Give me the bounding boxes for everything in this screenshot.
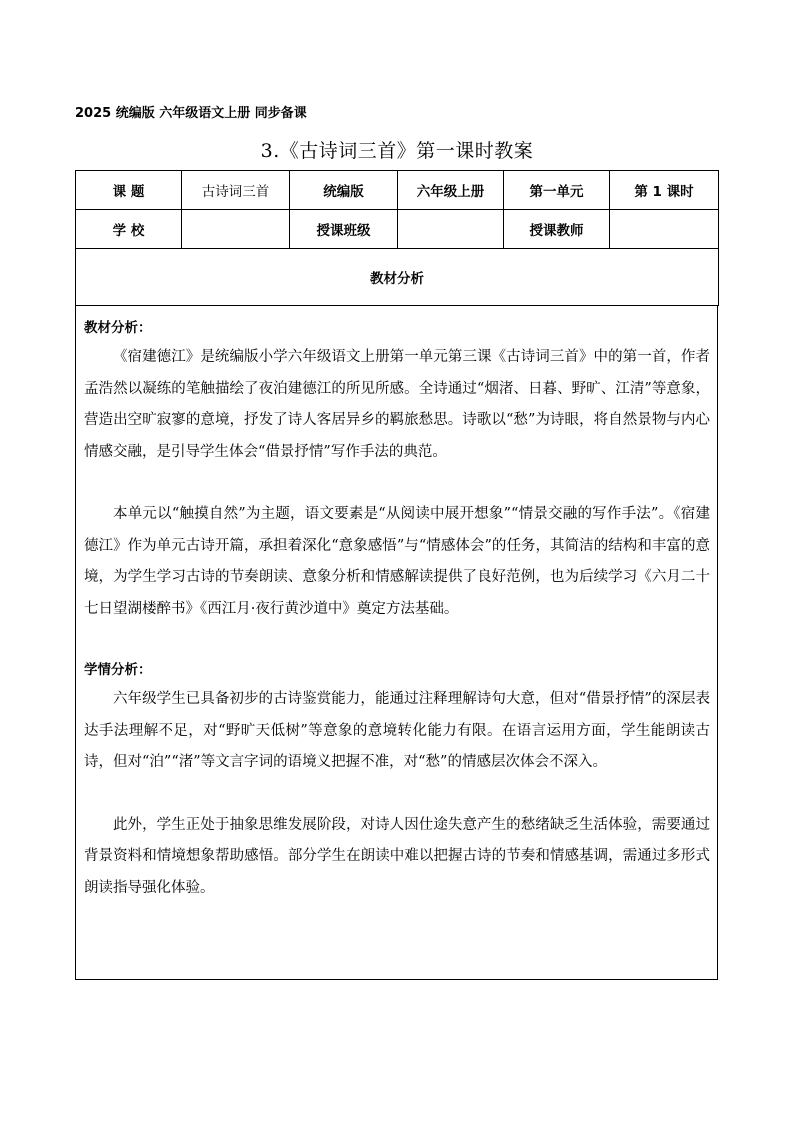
lesson-info-table (75, 170, 719, 306)
info-row-topic (76, 171, 719, 210)
label-teacher: 授课教师 (504, 210, 610, 249)
textbook-paragraph-1: 《宿建德江》是统编版小学六年级语文上册第一单元第三课《古诗词三首》中的第一首，作者孟浩然以凝练的笔触描绘了夜泊建德江的所见所感。全诗通过“烟渚、日暮、野旷、江清”等意象，营造出空旷寂寥的意境，抒发了诗人客居异乡的羁旅愁思。诗歌以“愁”为诗眼，将自然景物与内心情感交融，是引导学生体会“借景抒情”写作手法的典范。 (84, 349, 710, 460)
section-heading: 教材分析 (76, 249, 719, 306)
value-topic: 古诗词三首 (182, 171, 290, 210)
learner-analysis-heading: 学情分析： (84, 662, 152, 678)
learner-paragraph-2: 此外，学生正处于抽象思维发展阶段，对诗人因仕途失意产生的愁绪缺乏生活体验，需要通过背景资料和情境想象帮助感悟。部分学生在朗读中难以把握古诗的节奏和情感基调，需通过多形式朗读指导强化体验。 (84, 816, 710, 896)
series-header: 2025 统编版 六年级语文上册 同步备课 (75, 106, 307, 121)
label-topic: 课 题 (76, 171, 182, 210)
label-class: 授课班级 (290, 210, 398, 249)
textbook-analysis-heading: 教材分析： (84, 320, 152, 336)
textbook-paragraph-2: 本单元以“触摸自然”为主题，语文要素是“从阅读中展开想象”“情景交融的写作手法”。《宿建德江》作为单元古诗开篇，承担着深化“意象感悟”与“情感体会”的任务，其简洁的结构和丰富的意境，为学生学习古诗的节奏朗读、意象分析和情感解读提供了良好范例，也为后续学习《六月二十七日望湖楼醉书》《西江月·夜行黄沙道中》奠定方法基础。 (84, 506, 710, 617)
value-grade: 六年级上册 (398, 171, 504, 210)
info-row-school (76, 210, 719, 249)
analysis-content (84, 314, 710, 904)
value-edition: 统编版 (290, 171, 398, 210)
value-teacher (610, 210, 719, 249)
learner-paragraph-1: 六年级学生已具备初步的古诗鉴赏能力，能通过注释理解诗句大意，但对“借景抒情”的深层表达手法理解不足，对“野旷天低树”等意象的意境转化能力有限。在语言运用方面，学生能朗读古诗，但对“泊”“渚”等文言字词的语境义把握不准，对“愁”的情感层次体会不深入。 (84, 691, 710, 770)
label-school: 学 校 (76, 210, 182, 249)
section-heading-row (76, 249, 719, 306)
page-title: 3.《古诗词三首》第一课时教案 (260, 140, 534, 162)
value-period: 第 1 课时 (610, 171, 719, 210)
value-class (398, 210, 504, 249)
value-school (182, 210, 290, 249)
value-unit: 第一单元 (504, 171, 610, 210)
